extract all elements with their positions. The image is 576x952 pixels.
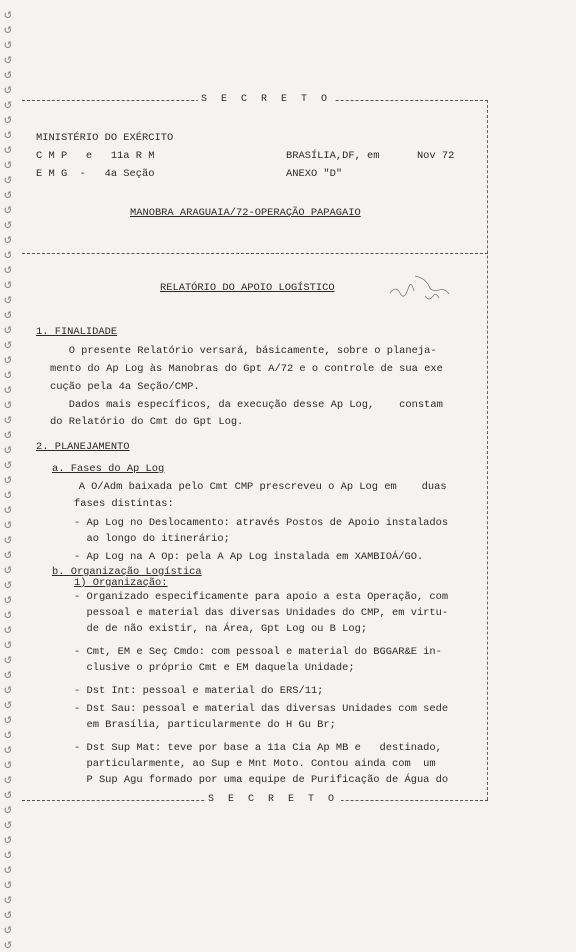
- binding-hole: ↺: [4, 307, 12, 322]
- binding-hole: ↺: [4, 847, 12, 862]
- binding-hole: ↺: [4, 577, 12, 592]
- binding-hole: ↺: [4, 292, 12, 307]
- s2b-bullet-line: - Organizado especificamente para apoio a esta Operação, com: [74, 591, 449, 603]
- section-2b-title: b. Organização Logística: [52, 566, 202, 578]
- binding-hole: ↺: [4, 7, 12, 22]
- binding-hole: ↺: [4, 442, 12, 457]
- s1-paragraph-line: Dados mais específicos, da execução desse Ap Log, constam: [50, 399, 443, 411]
- binding-hole: ↺: [4, 742, 12, 757]
- binding-hole: ↺: [4, 187, 12, 202]
- ministry-line: MINISTÉRIO DO EXÉRCITO: [36, 132, 174, 144]
- binding-hole: ↺: [4, 337, 12, 352]
- binding-hole: ↺: [4, 247, 12, 262]
- binding-hole: ↺: [4, 502, 12, 517]
- binding-hole: ↺: [4, 592, 12, 607]
- binding-hole: ↺: [4, 562, 12, 577]
- binding-hole: ↺: [4, 472, 12, 487]
- section-2b-subtitle: 1) Organização:: [74, 577, 168, 589]
- s2a-bullet-line: - Ap Log no Deslocamento: através Postos de Apoio instalados: [74, 517, 449, 529]
- binding-hole: ↺: [4, 607, 12, 622]
- city-date: BRASÍLIA,DF, em Nov 72: [286, 150, 455, 162]
- s2b-bullet-line: - Cmt, EM e Seç Cmdo: com pessoal e material do BGGAR&E in-: [74, 646, 442, 658]
- header-divider: [22, 253, 488, 254]
- s2b-bullet-line: - Dst Sau: pessoal e material das diversas Unidades com sede: [74, 703, 449, 715]
- binding-hole: ↺: [4, 67, 12, 82]
- binding-hole: ↺: [4, 712, 12, 727]
- binding-hole: ↺: [4, 22, 12, 37]
- binding-hole: ↺: [4, 322, 12, 337]
- handwritten-initials: [385, 268, 455, 308]
- s1-paragraph-line: O presente Relatório versará, básicamente, sobre o planeja-: [50, 345, 437, 357]
- s2b-bullet-line: pessoal e material das diversas Unidades do CMP, em virtu-: [74, 607, 449, 619]
- binding-hole: ↺: [4, 127, 12, 142]
- s2b-bullet-line: em Brasília, particularmente do H Gu Br;: [74, 719, 336, 731]
- binding-edge: [0, 0, 26, 952]
- section-2a-title: a. Fases do Ap Log: [52, 463, 165, 475]
- binding-hole: ↺: [4, 697, 12, 712]
- binding-hole: ↺: [4, 517, 12, 532]
- binding-hole: ↺: [4, 172, 12, 187]
- section-2-title: 2. PLANEJAMENTO: [36, 441, 130, 453]
- binding-hole: ↺: [4, 532, 12, 547]
- s2b-bullet-line: clusive o próprio Cmt e EM daquela Unidade;: [74, 662, 355, 674]
- frame-right-border: [487, 100, 488, 800]
- binding-hole: ↺: [4, 367, 12, 382]
- cmp-line: C M P e 11a R M: [36, 150, 155, 162]
- binding-hole: ↺: [4, 112, 12, 127]
- binding-hole: ↺: [4, 352, 12, 367]
- classification-top: S E C R E T O: [198, 94, 334, 105]
- s2b-bullet-line: P Sup Agu formado por uma equipe de Purificação de Água do: [74, 774, 449, 786]
- binding-hole: ↺: [4, 382, 12, 397]
- binding-hole: ↺: [4, 802, 12, 817]
- binding-hole: ↺: [4, 37, 12, 52]
- binding-hole: ↺: [4, 922, 12, 937]
- s2a-line: fases distintas:: [74, 498, 174, 510]
- classification-bottom: S E C R E T O: [205, 794, 341, 805]
- binding-hole: ↺: [4, 397, 12, 412]
- binding-hole: ↺: [4, 667, 12, 682]
- binding-hole: ↺: [4, 907, 12, 922]
- binding-hole: ↺: [4, 157, 12, 172]
- binding-hole: ↺: [4, 637, 12, 652]
- binding-hole: ↺: [4, 787, 12, 802]
- binding-hole: ↺: [4, 547, 12, 562]
- emg-line: E M G - 4a Seção: [36, 168, 155, 180]
- binding-hole: ↺: [4, 877, 12, 892]
- binding-hole: ↺: [4, 202, 12, 217]
- binding-hole: ↺: [4, 232, 12, 247]
- section-1-title: 1. FINALIDADE: [36, 326, 118, 338]
- binding-hole: ↺: [4, 277, 12, 292]
- binding-hole: ↺: [4, 52, 12, 67]
- s2b-bullet-line: - Dst Int: pessoal e material do ERS/11;: [74, 685, 324, 697]
- binding-hole: ↺: [4, 772, 12, 787]
- s1-paragraph-line: cução pela 4a Seção/CMP.: [50, 381, 200, 393]
- binding-hole: ↺: [4, 892, 12, 907]
- s2a-line: A O/Adm baixada pelo Cmt CMP prescreveu o Ap Log em duas: [60, 481, 447, 493]
- binding-hole: ↺: [4, 457, 12, 472]
- binding-hole: ↺: [4, 832, 12, 847]
- s2b-bullet-line: - Dst Sup Mat: teve por base a 11a Cia Ap MB e destinado,: [74, 742, 442, 754]
- binding-hole: ↺: [4, 682, 12, 697]
- s2b-bullet-line: de de não existir, na Área, Gpt Log ou B Log;: [74, 623, 368, 635]
- s2a-bullet-line: ao longo do itinerário;: [74, 533, 230, 545]
- binding-hole: ↺: [4, 817, 12, 832]
- report-title: RELATÓRIO DO APOIO LOGÍSTICO: [160, 282, 335, 294]
- binding-hole: ↺: [4, 652, 12, 667]
- s2b-bullet-line: particularmente, ao Sup e Mnt Moto. Contou ainda com um: [74, 758, 436, 770]
- binding-hole: ↺: [4, 412, 12, 427]
- s1-paragraph-line: do Relatório do Cmt do Gpt Log.: [50, 416, 244, 428]
- s1-paragraph-line: mento do Ap Log às Manobras do Gpt A/72 e o controle de sua exe: [50, 363, 443, 375]
- binding-hole: ↺: [4, 427, 12, 442]
- binding-hole: ↺: [4, 937, 12, 952]
- binding-hole: ↺: [4, 727, 12, 742]
- binding-hole: ↺: [4, 622, 12, 637]
- binding-hole: ↺: [4, 97, 12, 112]
- annex-label: ANEXO "D": [286, 168, 343, 180]
- binding-hole: ↺: [4, 487, 12, 502]
- binding-hole: ↺: [4, 142, 12, 157]
- binding-hole: ↺: [4, 262, 12, 277]
- operation-title: MANOBRA ARAGUAIA/72-OPERAÇÃO PAPAGAIO: [130, 207, 361, 219]
- binding-hole: ↺: [4, 82, 12, 97]
- binding-hole: ↺: [4, 757, 12, 772]
- binding-hole: ↺: [4, 862, 12, 877]
- s2a-bullet-line: - Ap Log na A Op: pela A Ap Log instalada em XAMBIOÁ/GO.: [74, 551, 424, 563]
- binding-hole: ↺: [4, 217, 12, 232]
